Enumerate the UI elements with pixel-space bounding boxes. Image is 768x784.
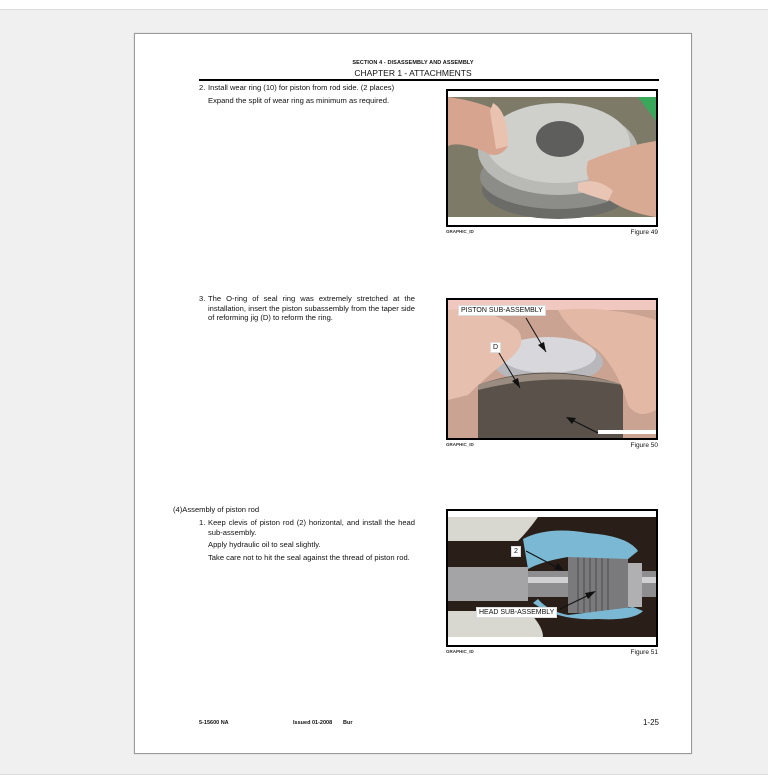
step-text: The O-ring of seal ring was extremely stretched at the installation, insert the piston subassembly from the taper side of reforming jig (D) to reform the ring. bbox=[208, 294, 415, 323]
figure-49-photo bbox=[446, 89, 658, 227]
figure-label: Figure 50 bbox=[630, 442, 658, 449]
step-install-wear-ring bbox=[199, 83, 415, 105]
figure-50-photo bbox=[446, 298, 658, 440]
step-reform-seal-ring bbox=[199, 294, 415, 323]
wear-ring-photo-image bbox=[448, 91, 656, 225]
figure-49 bbox=[446, 89, 658, 239]
step-caution: Take care not to hit the seal against the thread of piston rod. bbox=[208, 552, 410, 562]
section-title: SECTION 4 - DISASSEMBLY AND ASSEMBLY bbox=[352, 60, 474, 66]
figure-51 bbox=[446, 509, 658, 659]
step-note: Apply hydraulic oil to seal slightly. bbox=[208, 540, 321, 550]
callout-head-sub-assembly: HEAD SUB-ASSEMBLY bbox=[476, 607, 557, 618]
graphic-id: GRAPHIC_ID bbox=[446, 649, 474, 654]
footer-language: Bur bbox=[343, 720, 353, 726]
piston-rod-photo-image bbox=[448, 511, 656, 645]
document-page bbox=[134, 33, 692, 754]
graphic-id: GRAPHIC_ID bbox=[446, 229, 474, 234]
page-number: 1-25 bbox=[642, 718, 659, 727]
header-rule bbox=[199, 79, 659, 81]
graphic-id: GRAPHIC_ID bbox=[446, 442, 474, 447]
figure-50 bbox=[446, 298, 658, 452]
step-install-head-sub-assembly bbox=[199, 518, 415, 562]
step-number: 1. bbox=[199, 518, 206, 527]
figure-label: Figure 49 bbox=[630, 229, 658, 236]
footer-issued: Issued 01-2008 bbox=[293, 720, 333, 726]
figure-51-photo bbox=[446, 509, 658, 647]
figure-label: Figure 51 bbox=[630, 649, 658, 656]
step-text: Keep clevis of piston rod (2) horizontal, and install the head sub-assembly. bbox=[208, 518, 415, 537]
callout-piston-rod-2: 2 bbox=[511, 546, 521, 557]
footer-doc-number: 5-15600 NA bbox=[199, 720, 229, 726]
callout-piston-sub-assembly: PISTON SUB-ASSEMBLY bbox=[458, 305, 546, 316]
viewer-top-bar bbox=[0, 0, 768, 10]
chapter-title: CHAPTER 1 - ATTACHMENTS bbox=[354, 68, 472, 78]
step-number: 3. bbox=[199, 294, 206, 303]
step-note: Expand the split of wear ring as minimum as required. bbox=[208, 95, 390, 105]
piston-reform-photo-image bbox=[448, 300, 656, 438]
subheading-assembly-of-piston-rod: (4)Assembly of piston rod bbox=[173, 505, 260, 514]
callout-jig-d: D bbox=[490, 342, 501, 353]
step-number: 2. bbox=[199, 83, 206, 92]
step-text: Install wear ring (10) for piston from rod side. (2 places) bbox=[208, 83, 395, 92]
